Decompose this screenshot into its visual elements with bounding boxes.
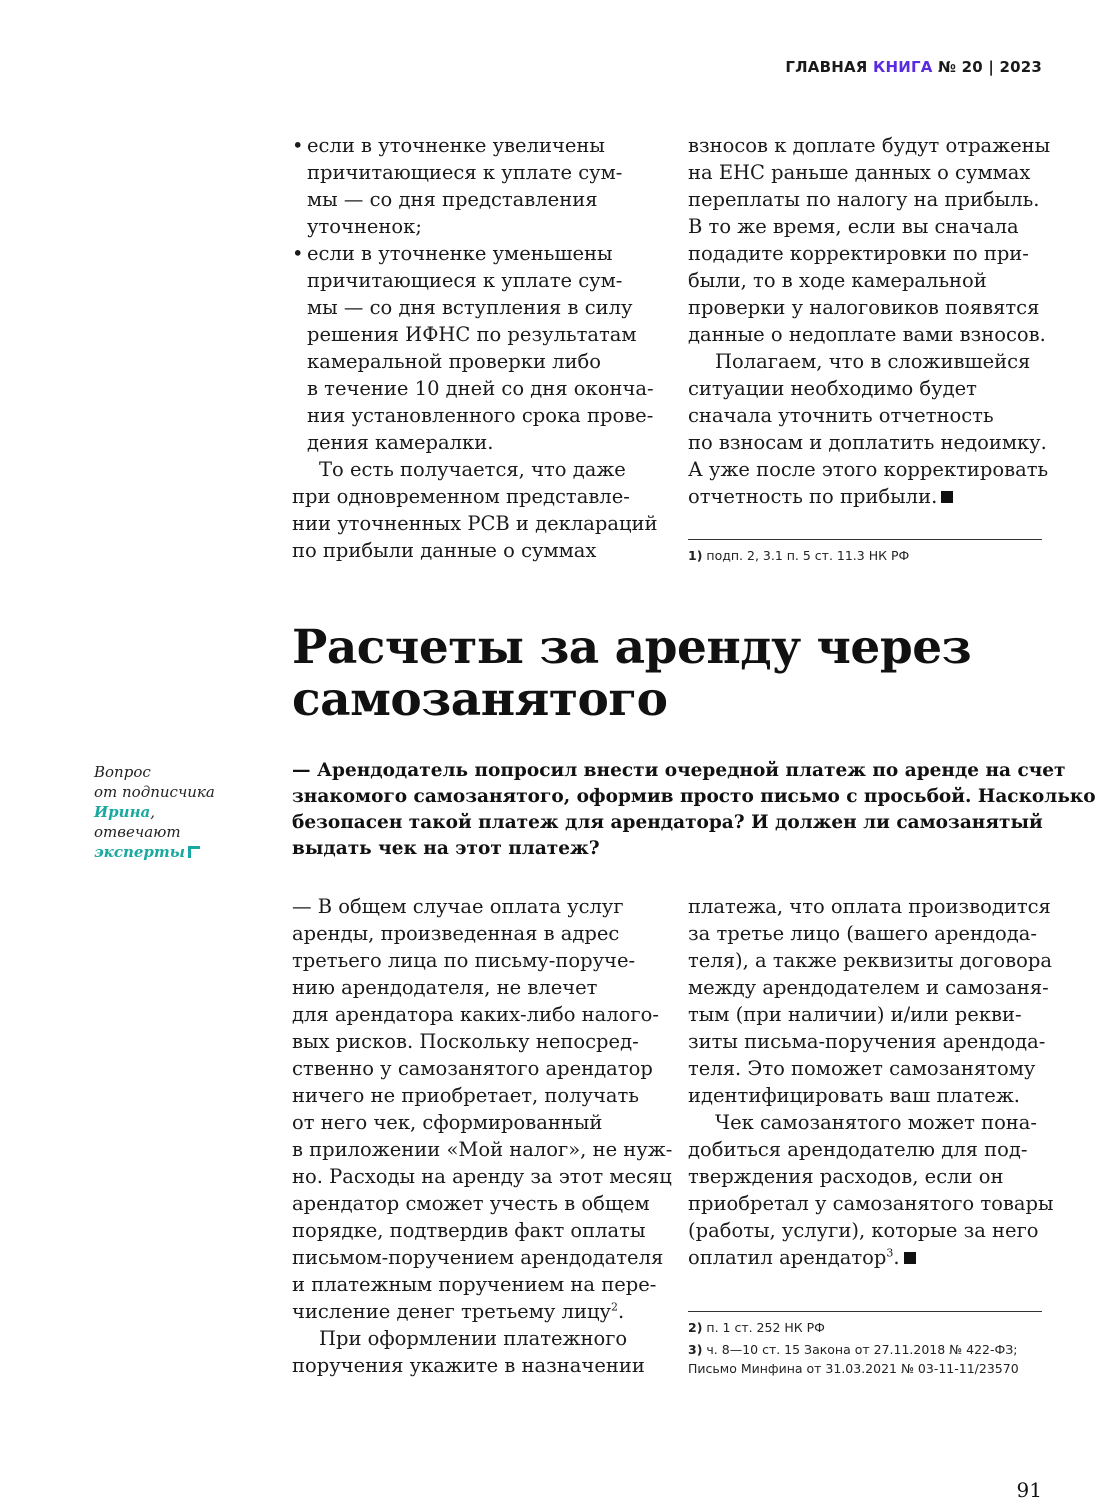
- footnote: 2) п. 1 ст. 252 НК РФ: [688, 1320, 825, 1335]
- footnote: 1) подп. 2, 3.1 п. 5 ст. 11.3 НК РФ: [688, 548, 910, 563]
- question-byline: Вопрос от подписчика Ирина, отвечают эксперты: [94, 763, 215, 861]
- page-number: 91: [1016, 1478, 1042, 1502]
- paragraph: То есть получается, что даже при одновременном представле- нии уточненных РСВ и деклараций по прибыли данные о суммах: [292, 458, 658, 562]
- answer-right-column: [688, 893, 1054, 1271]
- top-right-column: [688, 132, 1051, 510]
- bullet-icon: •: [292, 242, 304, 265]
- article-title: Расчеты за аренду через самозанятого: [292, 620, 972, 727]
- paragraph: взносов к доплате будут отражены на ЕНС раньше данных о суммах переплаты по налогу на прибыль. В то же время, если вы сначала подадите корректировки по при- были, то в ходе камеральной проверки у налоговиков появятся данные о недоплате вами взносов.: [688, 134, 1051, 346]
- reader-question: — Арендодатель попросил внести очередной платеж по аренде на счет знакомого самозанятого, оформив просто письмо с просьбой. Насколько безопасен такой платеж для арендатора? И должен ли самозанятый выдать чек на этот платеж?: [292, 760, 1096, 859]
- experts-label: эксперты: [94, 843, 186, 861]
- end-of-article-icon: [941, 491, 953, 503]
- subscriber-name: Ирина: [94, 803, 151, 821]
- footnotes: 2) п. 1 ст. 252 НК РФ 3) ч. 8—10 ст. 15 Закона от 27.11.2018 № 422-ФЗ; Письмо Минфина от 31.03.2021 № 03-11-11/23570: [688, 1320, 1019, 1376]
- footnote-divider: [688, 539, 1042, 540]
- bullet-item: • если в уточненке увеличены причитающиеся к уплате сум- мы — со дня представления уточненок;: [292, 134, 623, 238]
- paragraph: Полагаем, что в сложившейся ситуации необходимо будет сначала уточнить отчетность по взносам и доплатить недоимку. А уже после этого корректировать отчетность по прибыли.: [688, 350, 1049, 508]
- answer-left-column: [292, 893, 673, 1379]
- gk-logo-icon: [188, 846, 200, 858]
- bullet-icon: •: [292, 134, 304, 157]
- magazine-name-accent: КНИГА: [873, 58, 933, 76]
- issue-number: № 20 | 2023: [937, 58, 1042, 76]
- top-left-column: [292, 132, 658, 564]
- end-of-article-icon: [904, 1252, 916, 1264]
- paragraph: — В общем случае оплата услуг аренды, произведенная в адрес третьего лица по письму-поруче- нию арендодателя, не влечет для арендатора каких-либо налого- вых рисков. Поскольку непосред- ственно у самозанятого арендатор ничего не приобретает, получать от него чек, сформированный в приложении «Мой налог», не нуж- но. Расходы на аренду за этот месяц арендатор сможет учесть в общем порядке, подтвердив факт оплаты письмом-поручением арендодателя и платежным поручением на пере- числение денег третьему лицу$^2$.: [292, 895, 673, 1323]
- footnote-ref: 2: [610, 1300, 618, 1314]
- footnote: 3) ч. 8—10 ст. 15 Закона от 27.11.2018 № 422-ФЗ;: [688, 1342, 1018, 1357]
- paragraph: При оформлении платежного поручения укажите в назначении: [292, 1327, 645, 1377]
- paragraph: Чек самозанятого может пона- добиться арендодателю для под- тверждения расходов, если он приобретал у самозанятого товары (работы, услуги), которые за него оплатил арендатор$^3$.: [688, 1111, 1054, 1269]
- running-header: [785, 58, 1042, 76]
- footnote-ref: 3: [886, 1246, 894, 1260]
- magazine-name: ГЛАВНАЯ: [785, 58, 868, 76]
- bullet-item: • если в уточненке уменьшены причитающиеся к уплате сум- мы — со дня вступления в силу решения ИФНС по результатам камеральной проверки либо в течение 10 дней со дня оконча- ния установленного срока прове- дения камералки.: [292, 242, 654, 454]
- footnote-divider: [688, 1311, 1042, 1312]
- paragraph: платежа, что оплата производится за третье лицо (вашего арендода- теля), а также реквизиты договора между арендодателем и самозаня- тым (при наличии) и/или рекви- зиты письма-поручения арендода- теля. Это поможет самозанятому идентифицировать ваш платеж.: [688, 895, 1052, 1107]
